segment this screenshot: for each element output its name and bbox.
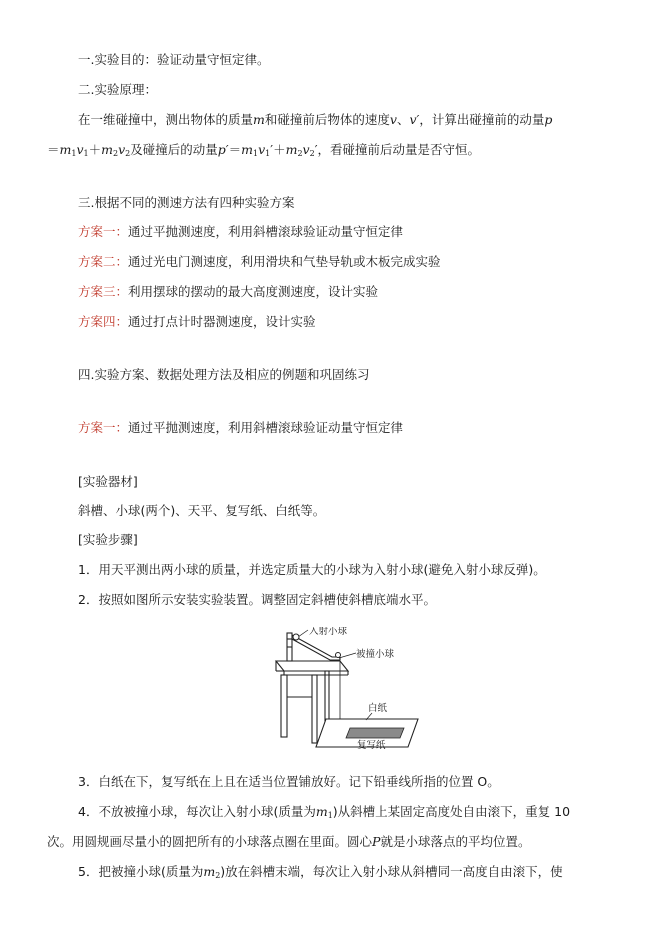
step-1: 1．用天平测出两小球的质量，并选定质量大的小球为入射小球(避免入射小球反弹)。 (78, 562, 546, 577)
equipment-text: 斜槽、小球(两个)、天平、复写纸、白纸等。 (78, 503, 326, 518)
label-incident-ball: 入射小球 (309, 627, 348, 637)
step-5: 5．把被撞小球(质量为$m_2$)放在斜槽末端，每次让入射小球从斜槽同一高度自由滚下，使 (78, 864, 563, 880)
label-white-paper: 白纸 (368, 704, 388, 714)
plan-2: 方案二：通过光电门测速度，利用滑块和气垫导轨或木板完成实验 (78, 254, 441, 269)
section-2-heading: 二.实验原理： (78, 82, 157, 97)
table-leg-front-right (312, 675, 317, 743)
experiment-apparatus-figure (268, 627, 436, 751)
step-4-line-1: 4．不放被撞小球，每次让入射小球(质量为$m_1$)从斜槽上某固定高度处自由滚下，重复 10 (78, 804, 571, 820)
section-1-heading: 一.实验目的：验证动量守恒定律。 (78, 52, 270, 67)
principle-line-1: 在一维碰撞中，测出物体的质量m和碰撞前后物体的速度v、v′，计算出碰撞前的动量p (78, 112, 553, 127)
table-top (276, 661, 348, 671)
section-3-heading: 三.根据不同的测速方法有四种实验方案 (78, 195, 295, 210)
equipment-heading: [实验器材] (78, 474, 138, 489)
table-leg-back-right (325, 671, 329, 721)
plan-3: 方案三：利用摆球的摆动的最大高度测速度，设计实验 (78, 284, 379, 299)
carbon-paper (346, 728, 404, 738)
step-4-line-2: 次。用圆规画尽量小的圆把所有的小球落点圈在里面。圆心P就是小球落点的平均位置。 (47, 834, 531, 849)
label-carbon-paper: 复写纸 (357, 741, 386, 751)
plan-4: 方案四：通过打点计时器测速度，设计实验 (78, 314, 316, 329)
step-3: 3．白纸在下，复写纸在上且在适当位置铺放好。记下铅垂线所指的位置 O。 (78, 774, 500, 789)
table-leg-front-left (281, 675, 287, 737)
plan-1: 方案一：通过平抛测速度，利用斜槽滚球验证动量守恒定律 (78, 224, 404, 239)
principle-line-2: $=m_1v_1+m_2v_2$及碰撞后的动量$p'=m_1v_1'+m_2v_2'$，看碰撞前后动量是否守恒。 (47, 142, 481, 158)
incident-ball (293, 634, 299, 640)
label-target-ball: 被撞小球 (356, 650, 395, 660)
target-ball (336, 653, 341, 658)
step-2: 2．按照如图所示安装实验装置。调整固定斜槽使斜槽底端水平。 (78, 592, 436, 607)
steps-heading: [实验步骤] (78, 532, 138, 547)
plan-1-repeat: 方案一：通过平抛测速度，利用斜槽滚球验证动量守恒定律 (78, 420, 404, 435)
section-4-heading: 四.实验方案、数据处理方法及相应的例题和巩固练习 (78, 367, 370, 382)
